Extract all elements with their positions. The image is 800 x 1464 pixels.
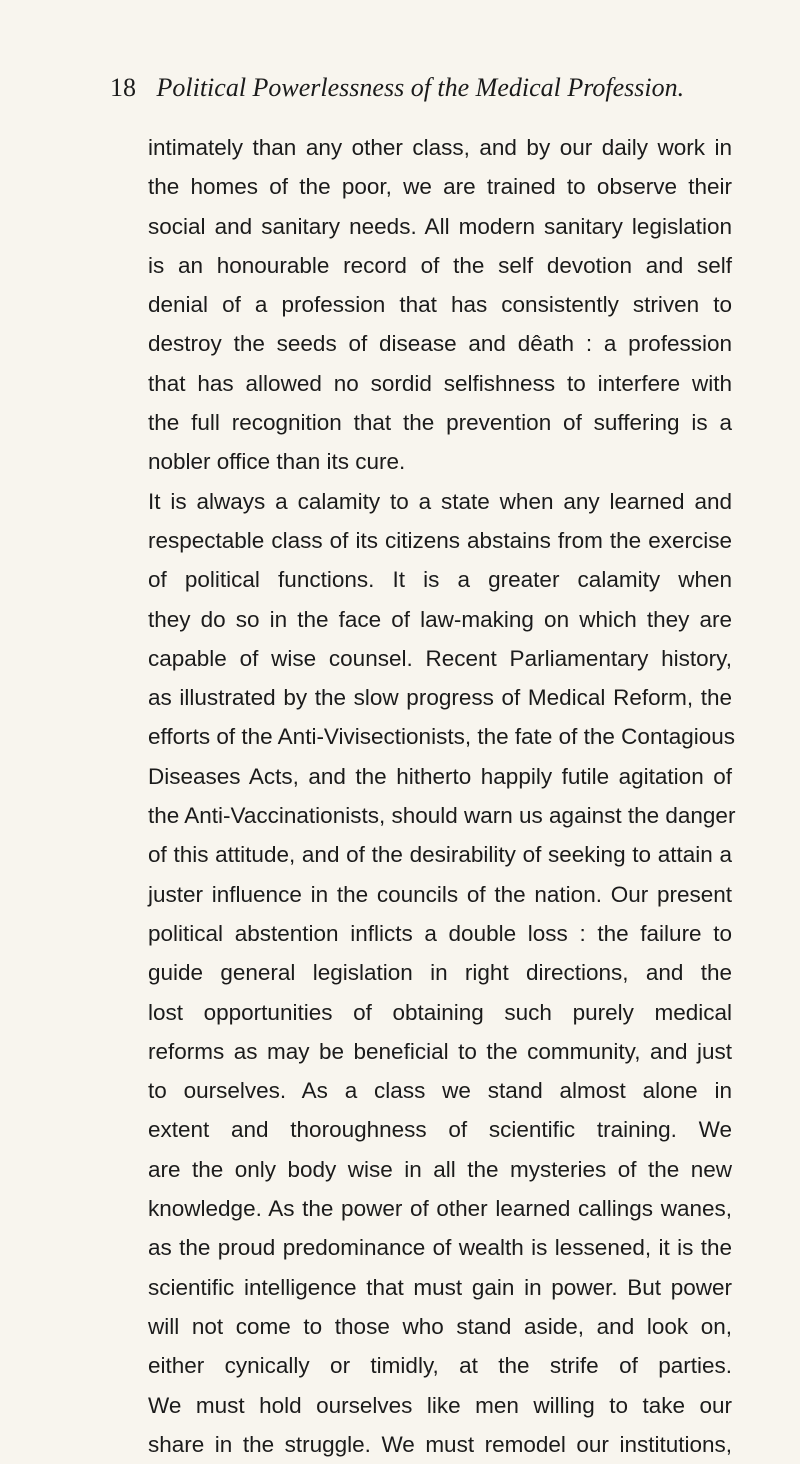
text-line: that has allowed no sordid selfishness to interfere with xyxy=(148,370,732,396)
text-line: It is always a calamity to a state when any learned and xyxy=(148,488,732,514)
text-line: they do so in the face of law-making on which they are xyxy=(148,606,732,632)
text-line: capable of wise counsel. Recent Parliamentary history, xyxy=(148,645,732,671)
text-line: share in the struggle. We must remodel our institutions, xyxy=(148,1431,732,1457)
text-line: is an honourable record of the self devotion and self xyxy=(148,252,732,278)
text-line: respectable class of its citizens abstains from the exercise xyxy=(148,527,732,553)
page-header xyxy=(110,72,684,104)
text-line: of this attitude, and of the desirability of seeking to attain a xyxy=(148,842,732,868)
page-number: 18 xyxy=(110,73,136,102)
text-line: extent and thoroughness of scientific training. We xyxy=(148,1117,732,1143)
text-line: lost opportunities of obtaining such purely medical xyxy=(148,999,732,1025)
text-line: intimately than any other class, and by our daily work in xyxy=(148,135,732,160)
text-line: guide general legislation in right directions, and the xyxy=(148,960,732,986)
text-line: the Anti-Vaccinationists, should warn us against the danger xyxy=(148,803,736,829)
text-line: knowledge. As the power of other learned callings wanes, xyxy=(148,1196,732,1222)
text-line: juster influence in the councils of the nation. Our present xyxy=(148,881,732,907)
text-line: the homes of the poor, we are trained to observe their xyxy=(148,174,732,200)
text-line: will not come to those who stand aside, and look on, xyxy=(148,1313,732,1339)
text-line: destroy the seeds of disease and dêath : a profession xyxy=(148,331,732,357)
text-line: as the proud predominance of wealth is lessened, it is the xyxy=(148,1235,732,1261)
text-line: social and sanitary needs. All modern sanitary legislation xyxy=(148,213,732,239)
text-line: either cynically or timidly, at the strife of parties. xyxy=(148,1353,732,1379)
running-title: Political Powerlessness of the Medical Profession. xyxy=(156,73,685,102)
text-line: scientific intelligence that must gain in power. But power xyxy=(148,1274,732,1300)
body-text xyxy=(148,128,736,1464)
text-line: political abstention inflicts a double loss : the failure to xyxy=(148,920,732,946)
text-line: reforms as may be beneficial to the community, and just xyxy=(148,1038,732,1064)
text-line: nobler office than its cure. xyxy=(148,449,406,475)
text-line: as illustrated by the slow progress of Medical Reform, the xyxy=(148,685,732,711)
text-line: denial of a profession that has consistently striven to xyxy=(148,292,732,318)
text-line: efforts of the Anti-Vivisectionists, the fate of the Contagious xyxy=(148,724,736,750)
text-line: We must hold ourselves like men willing to take our xyxy=(148,1392,732,1418)
text-line: are the only body wise in all the mysteries of the new xyxy=(148,1156,732,1182)
text-line: to ourselves. As a class we stand almost alone in xyxy=(148,1078,732,1104)
text-line: Diseases Acts, and the hitherto happily futile agitation of xyxy=(148,763,732,789)
text-line: the full recognition that the prevention of suffering is a xyxy=(148,410,732,436)
text-line: of political functions. It is a greater calamity when xyxy=(148,567,732,593)
